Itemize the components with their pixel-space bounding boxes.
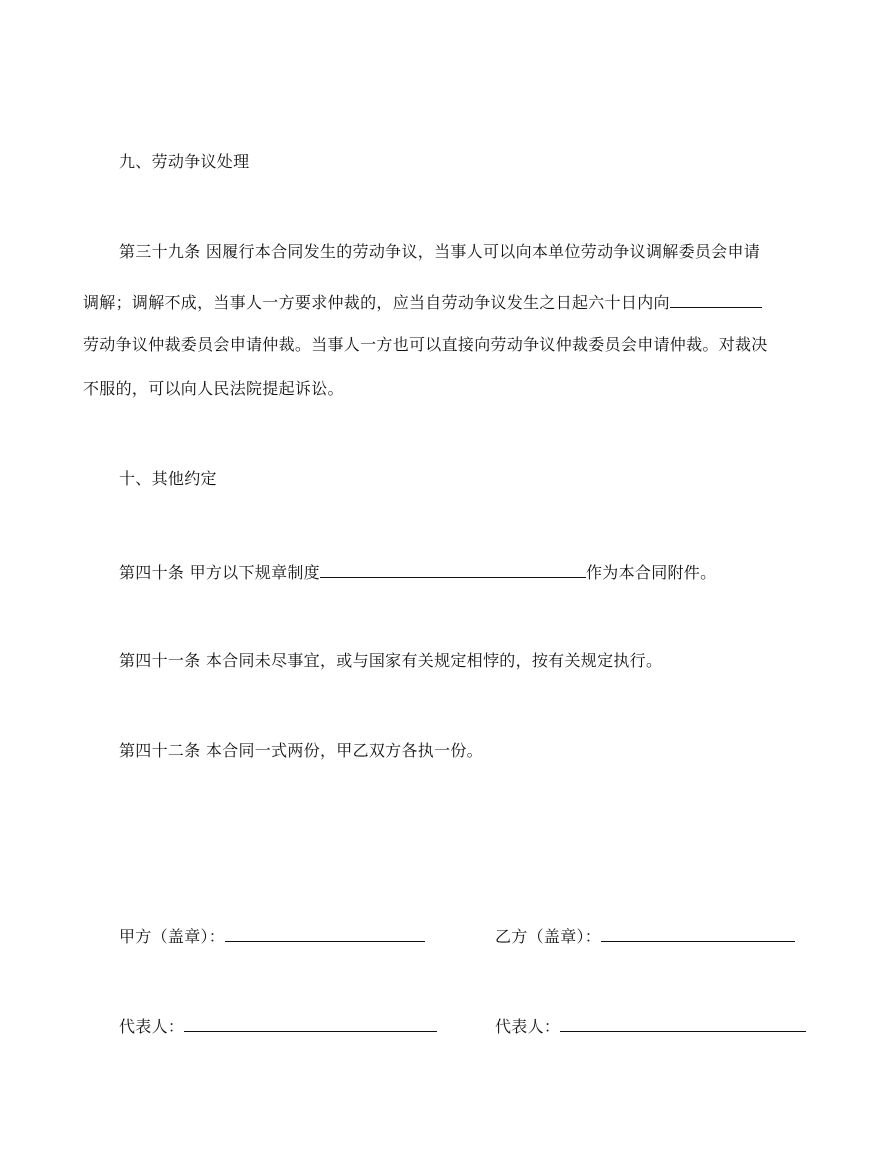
article-39-line-1: 第三十九条 因履行本合同发生的劳动争议，当事人可以向本单位劳动争议调解委员会申请 xyxy=(119,242,761,261)
section-9-heading: 九、劳动争议处理 xyxy=(119,152,250,171)
article-40-prefix: 第四十条 甲方以下规章制度 xyxy=(119,563,320,582)
arbitration-committee-blank xyxy=(670,291,762,308)
article-39-line-2-text: 调解；调解不成，当事人一方要求仲裁的，应当自劳动争议发生之日起六十日内向 xyxy=(83,293,670,312)
party-b-rep-row xyxy=(495,1015,806,1037)
party-a-seal-row xyxy=(119,925,425,947)
article-40 xyxy=(119,561,716,583)
party-a-rep-label: 代表人： xyxy=(119,1017,185,1036)
party-a-rep-blank xyxy=(184,1015,437,1032)
article-42: 第四十二条 本合同一式两份，甲乙双方各执一份。 xyxy=(119,741,483,760)
article-39-line-4: 不服的，可以向人民法院提起诉讼。 xyxy=(83,379,344,398)
article-40-suffix: 作为本合同附件。 xyxy=(586,563,717,582)
party-a-rep-row xyxy=(119,1015,437,1037)
article-39-line-2 xyxy=(83,291,762,313)
party-a-seal-label: 甲方（盖章）： xyxy=(119,927,226,946)
party-b-seal-blank xyxy=(601,925,795,942)
party-a-seal-blank xyxy=(225,925,425,942)
party-b-rep-label: 代表人： xyxy=(495,1017,561,1036)
section-10-heading: 十、其他约定 xyxy=(119,469,217,488)
party-b-seal-label: 乙方（盖章）： xyxy=(495,927,602,946)
article-39-line-3: 劳动争议仲裁委员会申请仲裁。当事人一方也可以直接向劳动争议仲裁委员会申请仲裁。对裁决 xyxy=(83,335,768,354)
article-41: 第四十一条 本合同未尽事宜，或与国家有关规定相悖的，按有关规定执行。 xyxy=(119,651,663,670)
party-b-seal-row xyxy=(495,925,795,947)
party-b-rep-blank xyxy=(560,1015,806,1032)
regulations-blank xyxy=(320,561,586,578)
